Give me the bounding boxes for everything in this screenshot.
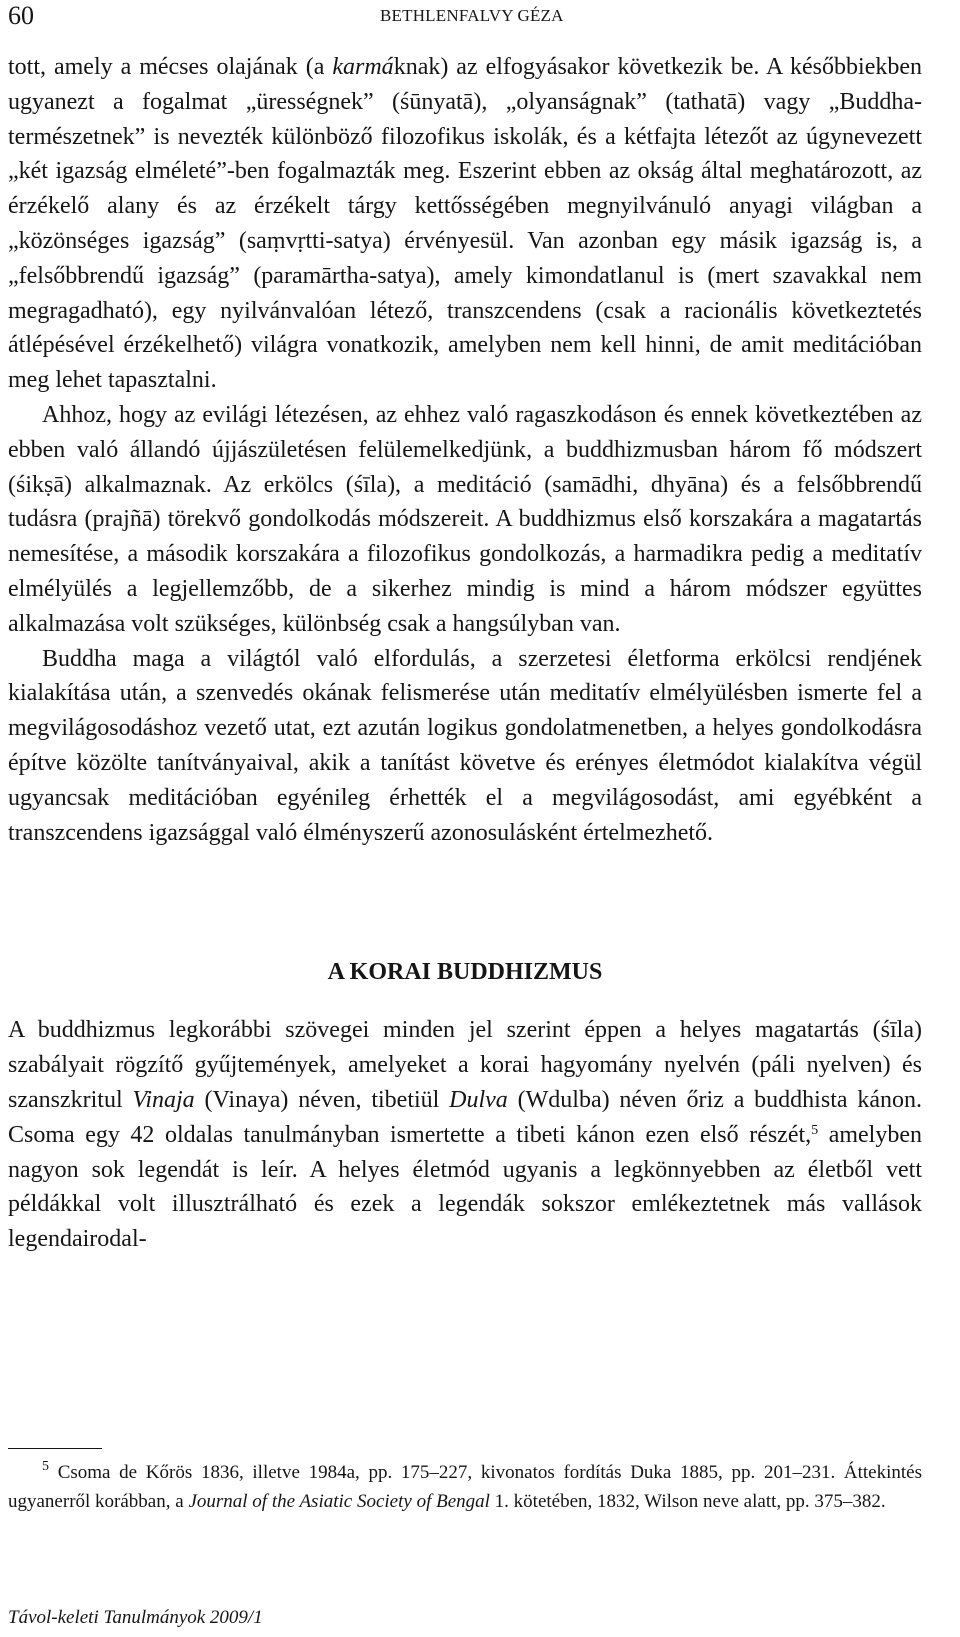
footnote-divider xyxy=(8,1448,102,1449)
footnote-reference[interactable]: 5 xyxy=(811,1122,819,1138)
page-header xyxy=(8,0,928,34)
italic-term: karmá xyxy=(332,54,394,80)
journal-title: Journal of the Asiatic Society of Bengal xyxy=(188,1491,490,1512)
page-footer: Távol-keleti Tanulmányok 2009/1 xyxy=(8,1607,263,1628)
paragraph-text: (Wdulba) néven őriz a buddhista kánon. Csoma egy 42 oldalas tanulmányban ismertette a tibeti kánon ezen első részét, xyxy=(8,1086,922,1148)
main-text xyxy=(8,50,922,1257)
footnote xyxy=(8,1458,922,1516)
italic-term: Dulva xyxy=(449,1086,508,1113)
italic-term: Vinaja xyxy=(132,1086,195,1113)
paragraph-text: A buddhizmus legkorábbi szövegei minden jel szerint éppen a helyes magatartás (śīla) szabályait rögzítő gyűjtemények, amelyeket a korai hagyomány nyelvén (páli nyelven) és szanszkritul xyxy=(8,1017,922,1113)
footnote-text: Csoma de Kőrös 1836, illetve 1984a, pp. 175–227, kivonatos fordítás Duka 1885, pp. 201–231. Áttekintés ugyanerről korábban, a xyxy=(8,1462,922,1512)
section-heading: A KORAI BUDDHIZMUS xyxy=(327,959,603,986)
paragraph-3: Buddha maga a világtól való elfordulás, a szerzetesi életforma erkölcsi rendjének kialakítása után, a szenvedés okának felismerése után meditatív elmélyülésben ismerte fel a megvilágosodáshoz vezető utat, ezt azután logikus gondolatmenetben, a helyes gondolkodásra építve közölte tanítványaival, akik a tanítást követve és erényes életmódot kialakítva végül ugyancsak meditációban egyénileg érhették el a megvilágosodást, ami egyébként a transzcendens igazsággal való élményszerű azonosulásként értelmezhető. xyxy=(8,645,922,846)
paragraph-text: knak) az elfogyásakor következik be. A későbbiekben ugyanezt a fogalmat „ürességnek” (śūnyatā), „olyanságnak” (tathatā) vagy „Buddha-természetnek” is nevezték különböző filozofikus iskolák, és a kétfajta létezőt az úgynevezett „két igazság elméleté”-ben fogalmazták meg. Eszerint ebben az okság által meghatározott, az érzékelő alany és az érzékelt tárgy kettősségében megnyilvánuló anyagi világban a „közönséges igazság” (saṃvṛtti-satya) érvényesül. Van azonban egy másik igazság is, a „felsőbbrendű igazság” (paramārtha-satya), amely kimondatlanul is (mert szavakkal nem megragadható), egy nyilvánvalóan létező, transzcendens (csak a racionális következtetés átlépésével érzékelhető) világra vonatkozik, amelyben nem kell hinni, de amit meditációban meg lehet tapasztalni. xyxy=(8,54,922,394)
paragraph-2: Ahhoz, hogy az evilági létezésen, az ehhez való ragaszkodáson és ennek következtében az ebben való állandó újjászületésen felülemelkedjünk, a buddhizmusban három fő módszert (śikṣā) alkalmaznak. Az erkölcs (śīla), a meditáció (samādhi, dhyāna) és a felsőbbrendű tudásra (prajñā) törekvő gondolkodás módszereit. A buddhizmus első korszakára a magatartás nemesítése, a második korszakára a filozofikus gondolkozás, a harmadikra pedig a meditatív elmélyülés a legjellemzőbb, de a sikerhez mindig is mind a három módszer együttes alkalmazása volt szükséges, különbség csak a hangsúlyban van. xyxy=(8,401,922,637)
footnote-text: 1. kötetében, 1832, Wilson neve alatt, pp. 375–382. xyxy=(489,1491,886,1512)
paragraph-1 xyxy=(8,50,922,398)
footnote-marker: 5 xyxy=(42,1459,49,1474)
paragraph-text: amelyben nagyon sok legendát is leír. A helyes életmód ugyanis a legkönnyebben az életből vett példákkal volt illusztrálható és ezek a legendák sokszor emlékeztetnek más vallások legendairodal- xyxy=(8,1121,922,1253)
paragraph-4 xyxy=(8,1013,922,1257)
paragraph-text: tott, amely a mécses olajának (a xyxy=(8,54,333,80)
paragraph-text: (Vinaya) néven, tibetiül xyxy=(194,1086,450,1113)
running-head: BETHLENFALVY GÉZA xyxy=(380,6,564,25)
page-number: 60 xyxy=(8,1,34,30)
